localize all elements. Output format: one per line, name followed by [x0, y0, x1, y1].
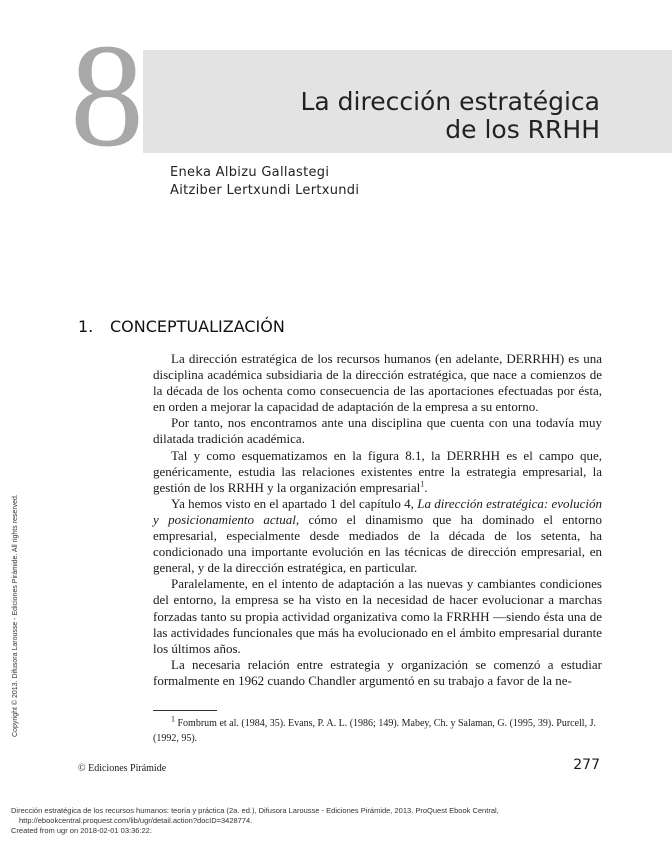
- section-heading: [78, 317, 285, 337]
- paragraph-2: Por tanto, nos encontramos ante una disciplina que cuenta con una todavía muy dilatada tradición académica.: [153, 415, 602, 447]
- section-number: 1.: [78, 317, 94, 336]
- footnote: [153, 716, 602, 746]
- page-number: 277: [573, 757, 600, 773]
- footnote-separator: [153, 710, 217, 711]
- publisher-footer: © Ediciones Pirámide: [78, 763, 167, 774]
- source-info: [11, 806, 499, 836]
- body-text: [153, 351, 602, 689]
- footnote-number: 1: [171, 714, 175, 724]
- paragraph-4-text-start: Ya hemos visto en el apartado 1 del capítulo 4,: [171, 495, 418, 511]
- author-2: Aitziber Lertxundi Lertxundi: [170, 183, 360, 198]
- source-url[interactable]: http://ebookcentral.proquest.com/lib/ugr/detail.action?docID=3428774.: [19, 816, 253, 825]
- chapter-authors: [170, 164, 359, 200]
- chapter-title-line-1: La dirección estratégica: [300, 87, 600, 116]
- paragraph-1: La dirección estratégica de los recursos humanos (en adelante, DERRHH) es una disciplina académica subsidiaria de la dirección estratégica, que nace a comienzos de la década de los ochenta como consecuencia de las aportaciones efectuadas por ésta, en orden a mejorar la capacidad de adaptación de la empresa a su entorno.: [153, 351, 602, 415]
- paragraph-3-end: .: [424, 479, 428, 495]
- source-citation: Dirección estratégica de los recursos humanos: teoría y práctica (2a. ed.), Difusora Larousse - Ediciones Pirámide, 2013. ProQuest Ebook Central,: [11, 806, 499, 815]
- footnote-text: Fombrum et al. (1984, 35). Evans, P. A. L. (1986; 149). Mabey, Ch. y Salaman, G. (1995, 39). Purcell, J. (1992, 95).: [153, 718, 596, 744]
- section-title: CONCEPTUALIZACIÓN: [110, 317, 285, 336]
- paragraph-5: Paralelamente, en el intento de adaptación a las nuevas y cambiantes condiciones del entorno, la empresa se ha visto en la necesidad de hacer evolucionar a marchas forzadas tanto su propia actividad organizativa como la FRRHH —siendo ésta una de las actividades funcionales que más ha evolucionado en el ámbito empresarial durante los últimos años.: [153, 576, 602, 656]
- footnote-reference[interactable]: 1: [420, 479, 425, 489]
- paragraph-3-text: Tal y como esquematizamos en la figura 8.1, la DERRHH es el campo que, genéricamente, estudia las relaciones existentes entre la estrategia empresarial, la gestión de los RRHH y la organización empresarial: [153, 447, 602, 495]
- side-copyright-notice: Copyright © 2013. Difusora Larousse - Ediciones Pirámide. All rights reserved.: [12, 494, 19, 737]
- chapter-title: [300, 88, 600, 144]
- chapter-cross-reference: La dirección estratégica: evolución y posicionamiento actual,: [153, 495, 603, 527]
- author-1: Eneka Albizu Gallastegi: [170, 165, 330, 180]
- chapter-number: 8: [70, 14, 144, 178]
- chapter-title-line-2: de los RRHH: [445, 115, 600, 144]
- source-created: Created from ugr on 2018-02-01 03:36:22.: [11, 826, 152, 835]
- paragraph-3: [153, 448, 602, 496]
- paragraph-4-text-end: cómo el dinamismo que ha dominado el entorno empresarial, especialmente desde mediados de la década de los setenta, ha condicionado una importante evolución en las técnicas de dirección empresarial, en general, y de la dirección estratégica, en particular.: [153, 511, 602, 576]
- paragraph-6: La necesaria relación entre estrategia y organización se comenzó a estudiar formalmente en 1962 cuando Chandler argumentó en su trabajo a favor de la ne-: [153, 656, 602, 688]
- paragraph-4: [153, 496, 602, 576]
